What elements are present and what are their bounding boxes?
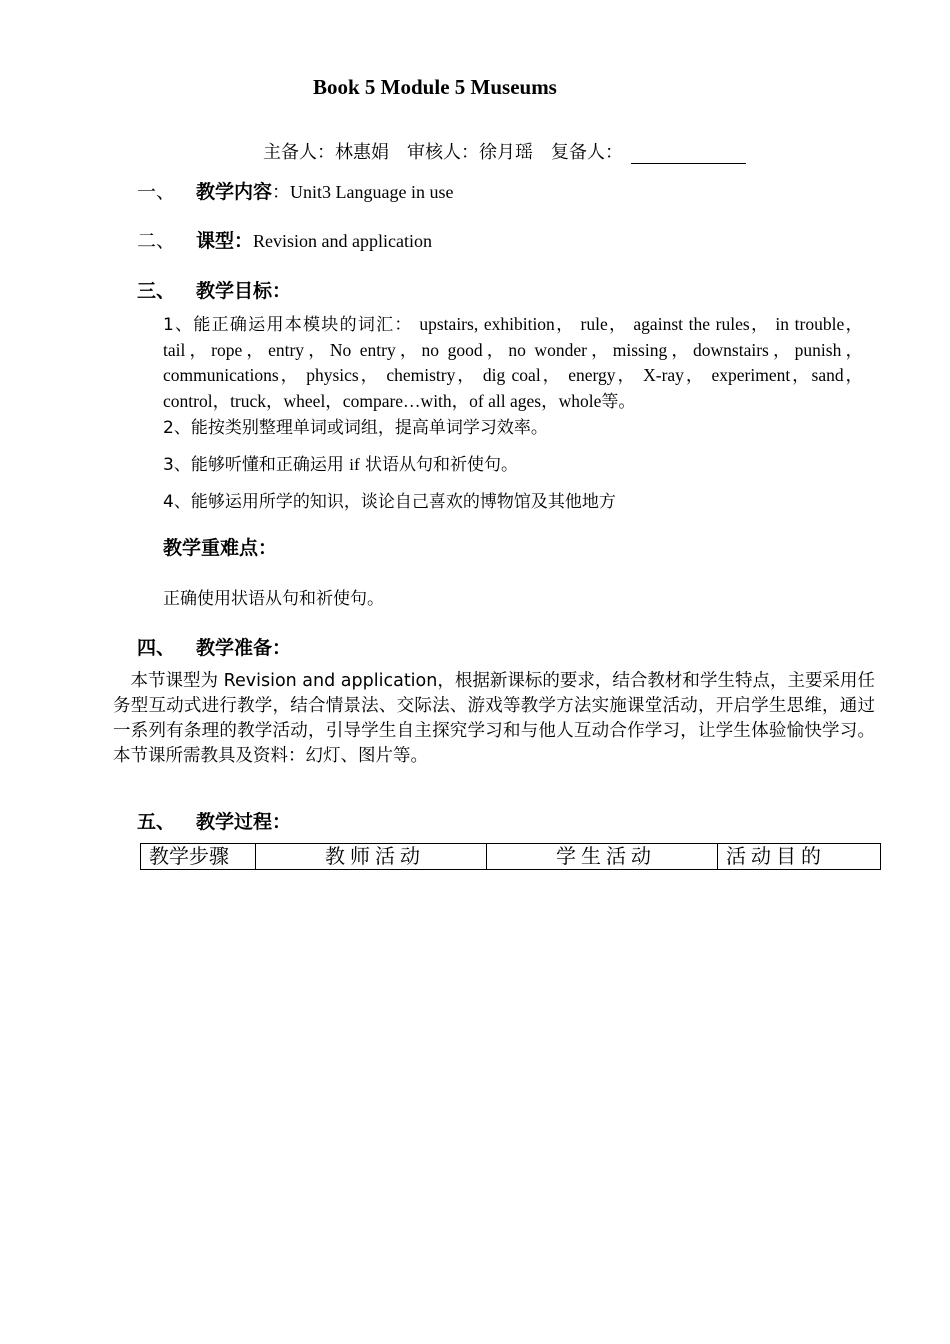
goal-2: 2、能按类别整理单词或词组，提高单词学习效率。 (163, 418, 548, 438)
section-5-label: 教学过程： (196, 811, 292, 833)
preparation-paragraph (113, 669, 875, 769)
section-5-heading (196, 807, 291, 834)
main-preparer: 主备人：林惠娟 (263, 142, 389, 163)
section-1-number: 一、 (137, 181, 176, 203)
section-2-value: Revision and application (253, 231, 432, 251)
difficulty-text: 正确使用状语从句和祈使句。 (163, 589, 384, 609)
teaching-process-table (140, 843, 881, 870)
section-2-heading (196, 226, 432, 253)
section-2-label: 课型： (196, 230, 254, 252)
preparers-line (263, 138, 746, 164)
section-1-heading (196, 177, 453, 204)
section-4-label: 教学准备： (196, 637, 292, 659)
section-3-number: 三、 (137, 280, 176, 302)
goal-1-suffix: 等。 (601, 391, 636, 412)
goal-1-words: upstairs, exhibition， rule， against the rules， in trouble，tail，rope，entry，No entry，no good，no wonder，missing，downstairs，punish， communications， physics， chemistry， dig coal， energy， X-ray， experiment，sand，control，truck，wheel，compare…with，of all ages，whole (163, 314, 863, 411)
section-1-label: 教学内容 (196, 181, 273, 203)
document-title: Book 5 Module 5 Museums (313, 75, 557, 99)
reviewer: 审核人：徐月瑶 (407, 142, 533, 163)
table-header-row (141, 844, 881, 870)
header-student-activity: 学生活动 (487, 844, 718, 870)
section-3-label: 教学目标： (196, 280, 292, 302)
goal-1 (163, 312, 863, 414)
goal-4: 4、能够运用所学的知识，谈论自己喜欢的博物馆及其他地方 (163, 492, 616, 512)
co-preparer: 复备人： (551, 142, 623, 163)
preparation-text: 本节课型为 Revision and application，根据新课标的要求，结合教材和学生特点，主要采用任务型互动式进行教学，结合情景法、交际法、游戏等教学方法实施课堂活动，开启学生思维，通过一系列有条理的教学活动，引导学生自主探究学习和与他人互动合作学习，让学生体验愉快学习。本节课所需教具及资料：幻灯、图片等。 (113, 671, 875, 766)
section-1-value: ：Unit3 Language in use (272, 182, 454, 202)
goal-3-suffix: 状语从句和祈使句。 (365, 455, 519, 475)
goal-3-if: if (349, 455, 360, 474)
goal-3-prefix: 3、能够听懂和正确运用 (163, 455, 344, 475)
goal-3 (163, 450, 518, 475)
header-activity-purpose: 活动目的 (718, 844, 881, 870)
goal-1-prefix: 1、能正确运用本模块的词汇： (163, 315, 413, 335)
section-4-heading (196, 633, 291, 660)
section-2-number: 二、 (137, 230, 176, 252)
difficulty-heading: 教学重难点： (163, 537, 278, 559)
co-preparer-blank (631, 145, 746, 164)
header-teaching-step: 教学步骤 (141, 844, 256, 870)
section-4-number: 四、 (137, 637, 176, 659)
header-teacher-activity: 教师活动 (256, 844, 487, 870)
section-5-number: 五、 (137, 811, 176, 833)
section-3-heading (196, 276, 291, 303)
